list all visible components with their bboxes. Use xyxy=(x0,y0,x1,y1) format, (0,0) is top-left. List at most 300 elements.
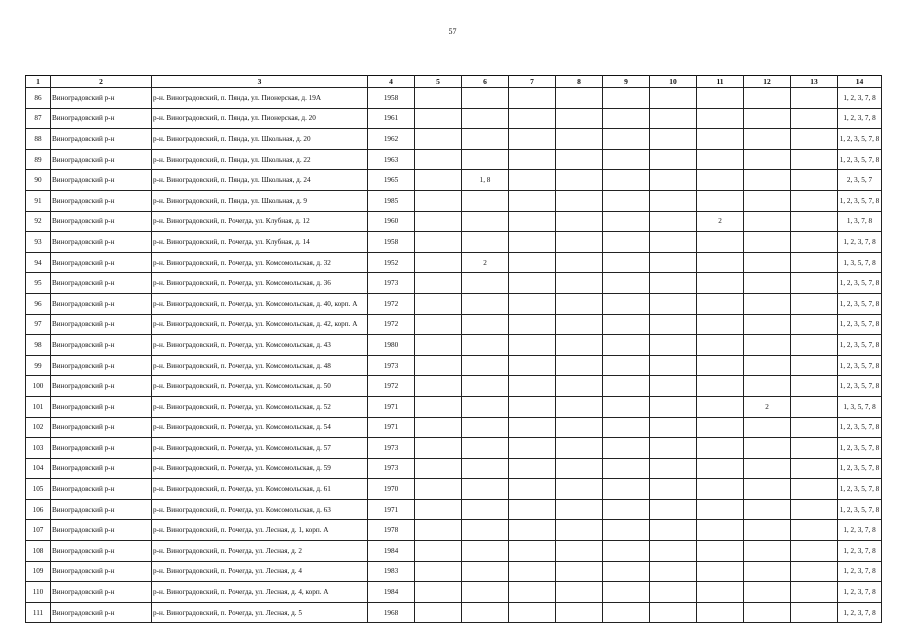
col10-cell xyxy=(650,355,697,376)
col8-cell xyxy=(556,273,603,294)
col10-cell xyxy=(650,582,697,603)
col5-cell xyxy=(415,232,462,253)
table-row xyxy=(26,355,882,376)
column-header: 8 xyxy=(556,76,603,88)
col14-cell: 1, 2, 3, 7, 8 xyxy=(838,602,882,623)
col10-cell xyxy=(650,252,697,273)
col9-cell xyxy=(603,499,650,520)
district-cell: Виноградовский р-н xyxy=(51,149,152,170)
address-cell: р-н. Виноградовский, п. Рочегда, ул. Комсомольская, д. 43 xyxy=(152,335,368,356)
col5-cell xyxy=(415,417,462,438)
col12-cell xyxy=(744,211,791,232)
year-cell: 1983 xyxy=(368,561,415,582)
row-number: 106 xyxy=(26,499,51,520)
col7-cell xyxy=(509,232,556,253)
col8-cell xyxy=(556,232,603,253)
col14-cell: 1, 3, 5, 7, 8 xyxy=(838,252,882,273)
col7-cell xyxy=(509,293,556,314)
col8-cell xyxy=(556,211,603,232)
district-cell: Виноградовский р-н xyxy=(51,417,152,438)
col13-cell xyxy=(791,396,838,417)
table-row xyxy=(26,108,882,129)
col8-cell xyxy=(556,541,603,562)
district-cell: Виноградовский р-н xyxy=(51,582,152,603)
col11-cell xyxy=(697,355,744,376)
table-header-row xyxy=(26,76,882,88)
col8-cell xyxy=(556,479,603,500)
col7-cell xyxy=(509,355,556,376)
col12-cell xyxy=(744,190,791,211)
col11-cell xyxy=(697,190,744,211)
col13-cell xyxy=(791,541,838,562)
col13-cell xyxy=(791,376,838,397)
col6-cell xyxy=(462,520,509,541)
col13-cell xyxy=(791,170,838,191)
col6-cell xyxy=(462,602,509,623)
col12-cell xyxy=(744,88,791,109)
district-cell: Виноградовский р-н xyxy=(51,499,152,520)
year-cell: 1972 xyxy=(368,293,415,314)
col14-cell: 1, 2, 3, 5, 7, 8 xyxy=(838,355,882,376)
col13-cell xyxy=(791,293,838,314)
col5-cell xyxy=(415,170,462,191)
address-cell: р-н. Виноградовский, п. Рочегда, ул. Лесная, д. 1, корп. А xyxy=(152,520,368,541)
col13-cell xyxy=(791,520,838,541)
col6-cell xyxy=(462,149,509,170)
year-cell: 1963 xyxy=(368,149,415,170)
col10-cell xyxy=(650,458,697,479)
col11-cell xyxy=(697,170,744,191)
col6-cell xyxy=(462,314,509,335)
year-cell: 1971 xyxy=(368,396,415,417)
row-number: 111 xyxy=(26,602,51,623)
col14-cell: 1, 3, 7, 8 xyxy=(838,211,882,232)
col5-cell xyxy=(415,438,462,459)
col11-cell xyxy=(697,396,744,417)
col12-cell xyxy=(744,499,791,520)
col12-cell xyxy=(744,355,791,376)
col5-cell xyxy=(415,520,462,541)
year-cell: 1973 xyxy=(368,273,415,294)
address-cell: р-н. Виноградовский, п. Пянда, ул. Пионерская, д. 19А xyxy=(152,88,368,109)
col13-cell xyxy=(791,561,838,582)
col14-cell: 1, 2, 3, 7, 8 xyxy=(838,520,882,541)
col7-cell xyxy=(509,479,556,500)
col10-cell xyxy=(650,211,697,232)
col8-cell xyxy=(556,602,603,623)
col13-cell xyxy=(791,273,838,294)
col13-cell xyxy=(791,314,838,335)
col7-cell xyxy=(509,190,556,211)
row-number: 109 xyxy=(26,561,51,582)
col13-cell xyxy=(791,252,838,273)
col10-cell xyxy=(650,479,697,500)
col10-cell xyxy=(650,129,697,150)
address-cell: р-н. Виноградовский, п. Рочегда, ул. Лесная, д. 4 xyxy=(152,561,368,582)
col6-cell xyxy=(462,376,509,397)
table-row xyxy=(26,520,882,541)
row-number: 102 xyxy=(26,417,51,438)
col6-cell xyxy=(462,582,509,603)
col12-cell xyxy=(744,417,791,438)
col5-cell xyxy=(415,582,462,603)
col11-cell xyxy=(697,541,744,562)
col9-cell xyxy=(603,582,650,603)
col5-cell xyxy=(415,561,462,582)
row-number: 93 xyxy=(26,232,51,253)
col9-cell xyxy=(603,149,650,170)
district-cell: Виноградовский р-н xyxy=(51,129,152,150)
col13-cell xyxy=(791,458,838,479)
col7-cell xyxy=(509,314,556,335)
district-cell: Виноградовский р-н xyxy=(51,561,152,582)
table-row xyxy=(26,396,882,417)
col11-cell xyxy=(697,273,744,294)
col6-cell xyxy=(462,129,509,150)
table-row xyxy=(26,541,882,562)
district-cell: Виноградовский р-н xyxy=(51,211,152,232)
col9-cell xyxy=(603,108,650,129)
col8-cell xyxy=(556,108,603,129)
row-number: 86 xyxy=(26,88,51,109)
col9-cell xyxy=(603,170,650,191)
col7-cell xyxy=(509,417,556,438)
district-cell: Виноградовский р-н xyxy=(51,458,152,479)
col11-cell xyxy=(697,520,744,541)
col9-cell xyxy=(603,458,650,479)
district-cell: Виноградовский р-н xyxy=(51,479,152,500)
col10-cell xyxy=(650,293,697,314)
col6-cell xyxy=(462,541,509,562)
col11-cell xyxy=(697,293,744,314)
table-row xyxy=(26,129,882,150)
row-number: 104 xyxy=(26,458,51,479)
col13-cell xyxy=(791,335,838,356)
col5-cell xyxy=(415,190,462,211)
year-cell: 1984 xyxy=(368,541,415,562)
col6-cell xyxy=(462,293,509,314)
column-header: 10 xyxy=(650,76,697,88)
year-cell: 1961 xyxy=(368,108,415,129)
address-cell: р-н. Виноградовский, п. Рочегда, ул. Комсомольская, д. 48 xyxy=(152,355,368,376)
col12-cell xyxy=(744,335,791,356)
year-cell: 1984 xyxy=(368,582,415,603)
col7-cell xyxy=(509,129,556,150)
col12-cell xyxy=(744,582,791,603)
address-cell: р-н. Виноградовский, п. Рочегда, ул. Клубная, д. 12 xyxy=(152,211,368,232)
col9-cell xyxy=(603,520,650,541)
col9-cell xyxy=(603,376,650,397)
col14-cell: 1, 2, 3, 7, 8 xyxy=(838,541,882,562)
year-cell: 1958 xyxy=(368,88,415,109)
col9-cell xyxy=(603,541,650,562)
col8-cell xyxy=(556,396,603,417)
col6-cell xyxy=(462,499,509,520)
address-cell: р-н. Виноградовский, п. Рочегда, ул. Клубная, д. 14 xyxy=(152,232,368,253)
col12-cell xyxy=(744,438,791,459)
col5-cell xyxy=(415,211,462,232)
col5-cell xyxy=(415,396,462,417)
col11-cell xyxy=(697,458,744,479)
col11-cell: 2 xyxy=(697,211,744,232)
col9-cell xyxy=(603,293,650,314)
year-cell: 1970 xyxy=(368,479,415,500)
col12-cell xyxy=(744,602,791,623)
table-row xyxy=(26,458,882,479)
col14-cell: 1, 2, 3, 5, 7, 8 xyxy=(838,129,882,150)
col10-cell xyxy=(650,438,697,459)
col5-cell xyxy=(415,149,462,170)
col7-cell xyxy=(509,541,556,562)
col5-cell xyxy=(415,376,462,397)
year-cell: 1968 xyxy=(368,602,415,623)
address-cell: р-н. Виноградовский, п. Рочегда, ул. Комсомольская, д. 32 xyxy=(152,252,368,273)
table-row xyxy=(26,149,882,170)
col7-cell xyxy=(509,438,556,459)
address-cell: р-н. Виноградовский, п. Рочегда, ул. Комсомольская, д. 57 xyxy=(152,438,368,459)
col11-cell xyxy=(697,335,744,356)
district-cell: Виноградовский р-н xyxy=(51,190,152,211)
col10-cell xyxy=(650,170,697,191)
year-cell: 1980 xyxy=(368,335,415,356)
column-header: 1 xyxy=(26,76,51,88)
column-header: 6 xyxy=(462,76,509,88)
col6-cell xyxy=(462,417,509,438)
col11-cell xyxy=(697,479,744,500)
year-cell: 1978 xyxy=(368,520,415,541)
table-row xyxy=(26,273,882,294)
col9-cell xyxy=(603,602,650,623)
col13-cell xyxy=(791,232,838,253)
col13-cell xyxy=(791,602,838,623)
col13-cell xyxy=(791,479,838,500)
column-header: 11 xyxy=(697,76,744,88)
col9-cell xyxy=(603,314,650,335)
col13-cell xyxy=(791,582,838,603)
col14-cell: 1, 2, 3, 7, 8 xyxy=(838,108,882,129)
year-cell: 1965 xyxy=(368,170,415,191)
col7-cell xyxy=(509,211,556,232)
address-cell: р-н. Виноградовский, п. Пянда, ул. Школьная, д. 9 xyxy=(152,190,368,211)
table-row xyxy=(26,335,882,356)
col8-cell xyxy=(556,458,603,479)
col7-cell xyxy=(509,376,556,397)
col10-cell xyxy=(650,520,697,541)
col8-cell xyxy=(556,293,603,314)
district-cell: Виноградовский р-н xyxy=(51,232,152,253)
col12-cell xyxy=(744,252,791,273)
row-number: 88 xyxy=(26,129,51,150)
col6-cell xyxy=(462,273,509,294)
col10-cell xyxy=(650,561,697,582)
housing-table xyxy=(25,75,882,623)
col5-cell xyxy=(415,129,462,150)
address-cell: р-н. Виноградовский, п. Пянда, ул. Школьная, д. 24 xyxy=(152,170,368,191)
col14-cell: 1, 2, 3, 5, 7, 8 xyxy=(838,293,882,314)
col13-cell xyxy=(791,88,838,109)
address-cell: р-н. Виноградовский, п. Рочегда, ул. Комсомольская, д. 59 xyxy=(152,458,368,479)
table-row xyxy=(26,438,882,459)
col9-cell xyxy=(603,211,650,232)
row-number: 100 xyxy=(26,376,51,397)
col6-cell xyxy=(462,232,509,253)
col14-cell: 1, 2, 3, 7, 8 xyxy=(838,232,882,253)
col7-cell xyxy=(509,335,556,356)
district-cell: Виноградовский р-н xyxy=(51,335,152,356)
col10-cell xyxy=(650,232,697,253)
col9-cell xyxy=(603,479,650,500)
col5-cell xyxy=(415,499,462,520)
col11-cell xyxy=(697,561,744,582)
year-cell: 1962 xyxy=(368,129,415,150)
col10-cell xyxy=(650,190,697,211)
table-row xyxy=(26,582,882,603)
col7-cell xyxy=(509,458,556,479)
col14-cell: 1, 2, 3, 5, 7, 8 xyxy=(838,479,882,500)
col10-cell xyxy=(650,314,697,335)
address-cell: р-н. Виноградовский, п. Рочегда, ул. Лесная, д. 2 xyxy=(152,541,368,562)
address-cell: р-н. Виноградовский, п. Рочегда, ул. Комсомольская, д. 40, корп. А xyxy=(152,293,368,314)
district-cell: Виноградовский р-н xyxy=(51,396,152,417)
col14-cell: 1, 2, 3, 5, 7, 8 xyxy=(838,376,882,397)
col14-cell: 1, 2, 3, 5, 7, 8 xyxy=(838,417,882,438)
col8-cell xyxy=(556,190,603,211)
col14-cell: 1, 2, 3, 5, 7, 8 xyxy=(838,190,882,211)
col10-cell xyxy=(650,396,697,417)
col8-cell xyxy=(556,252,603,273)
row-number: 87 xyxy=(26,108,51,129)
col5-cell xyxy=(415,541,462,562)
address-cell: р-н. Виноградовский, п. Рочегда, ул. Комсомольская, д. 61 xyxy=(152,479,368,500)
col6-cell xyxy=(462,561,509,582)
col11-cell xyxy=(697,582,744,603)
col12-cell xyxy=(744,376,791,397)
col11-cell xyxy=(697,376,744,397)
column-header: 13 xyxy=(791,76,838,88)
district-cell: Виноградовский р-н xyxy=(51,273,152,294)
col9-cell xyxy=(603,273,650,294)
col6-cell xyxy=(462,396,509,417)
col10-cell xyxy=(650,541,697,562)
column-header: 3 xyxy=(152,76,368,88)
table-row xyxy=(26,293,882,314)
col9-cell xyxy=(603,129,650,150)
col10-cell xyxy=(650,335,697,356)
col13-cell xyxy=(791,149,838,170)
col14-cell: 1, 2, 3, 5, 7, 8 xyxy=(838,438,882,459)
year-cell: 1971 xyxy=(368,417,415,438)
address-cell: р-н. Виноградовский, п. Пянда, ул. Школьная, д. 22 xyxy=(152,149,368,170)
col11-cell xyxy=(697,314,744,335)
col9-cell xyxy=(603,417,650,438)
col8-cell xyxy=(556,129,603,150)
col7-cell xyxy=(509,561,556,582)
col12-cell xyxy=(744,129,791,150)
row-number: 90 xyxy=(26,170,51,191)
table-row xyxy=(26,170,882,191)
col11-cell xyxy=(697,129,744,150)
table-row xyxy=(26,602,882,623)
col13-cell xyxy=(791,190,838,211)
col6-cell xyxy=(462,458,509,479)
table-row xyxy=(26,211,882,232)
col12-cell xyxy=(744,561,791,582)
row-number: 89 xyxy=(26,149,51,170)
col6-cell xyxy=(462,438,509,459)
table-row xyxy=(26,190,882,211)
row-number: 94 xyxy=(26,252,51,273)
year-cell: 1960 xyxy=(368,211,415,232)
col9-cell xyxy=(603,190,650,211)
column-header: 12 xyxy=(744,76,791,88)
col7-cell xyxy=(509,88,556,109)
col6-cell xyxy=(462,211,509,232)
address-cell: р-н. Виноградовский, п. Пянда, ул. Пионерская, д. 20 xyxy=(152,108,368,129)
col7-cell xyxy=(509,520,556,541)
district-cell: Виноградовский р-н xyxy=(51,88,152,109)
row-number: 98 xyxy=(26,335,51,356)
col11-cell xyxy=(697,252,744,273)
col6-cell xyxy=(462,335,509,356)
col8-cell xyxy=(556,149,603,170)
col8-cell xyxy=(556,417,603,438)
row-number: 101 xyxy=(26,396,51,417)
row-number: 110 xyxy=(26,582,51,603)
col8-cell xyxy=(556,335,603,356)
column-header: 7 xyxy=(509,76,556,88)
col5-cell xyxy=(415,479,462,500)
table-row xyxy=(26,252,882,273)
col8-cell xyxy=(556,355,603,376)
col11-cell xyxy=(697,232,744,253)
col14-cell: 1, 2, 3, 5, 7, 8 xyxy=(838,499,882,520)
col12-cell xyxy=(744,458,791,479)
col13-cell xyxy=(791,438,838,459)
address-cell: р-н. Виноградовский, п. Рочегда, ул. Лесная, д. 4, корп. А xyxy=(152,582,368,603)
column-header: 5 xyxy=(415,76,462,88)
col14-cell: 1, 2, 3, 7, 8 xyxy=(838,561,882,582)
col8-cell xyxy=(556,499,603,520)
address-cell: р-н. Виноградовский, п. Рочегда, ул. Комсомольская, д. 52 xyxy=(152,396,368,417)
col14-cell: 1, 2, 3, 5, 7, 8 xyxy=(838,273,882,294)
col7-cell xyxy=(509,108,556,129)
col14-cell: 1, 2, 3, 5, 7, 8 xyxy=(838,149,882,170)
row-number: 97 xyxy=(26,314,51,335)
district-cell: Виноградовский р-н xyxy=(51,438,152,459)
col11-cell xyxy=(697,88,744,109)
table-row xyxy=(26,479,882,500)
col6-cell xyxy=(462,88,509,109)
col10-cell xyxy=(650,273,697,294)
col5-cell xyxy=(415,108,462,129)
col12-cell xyxy=(744,314,791,335)
col5-cell xyxy=(415,293,462,314)
district-cell: Виноградовский р-н xyxy=(51,520,152,541)
col12-cell xyxy=(744,170,791,191)
col12-cell xyxy=(744,108,791,129)
col8-cell xyxy=(556,376,603,397)
col10-cell xyxy=(650,108,697,129)
column-header: 14 xyxy=(838,76,882,88)
col8-cell xyxy=(556,88,603,109)
address-cell: р-н. Виноградовский, п. Пянда, ул. Школьная, д. 20 xyxy=(152,129,368,150)
district-cell: Виноградовский р-н xyxy=(51,541,152,562)
col7-cell xyxy=(509,582,556,603)
table-body xyxy=(26,88,882,623)
row-number: 95 xyxy=(26,273,51,294)
col9-cell xyxy=(603,355,650,376)
year-cell: 1972 xyxy=(368,314,415,335)
